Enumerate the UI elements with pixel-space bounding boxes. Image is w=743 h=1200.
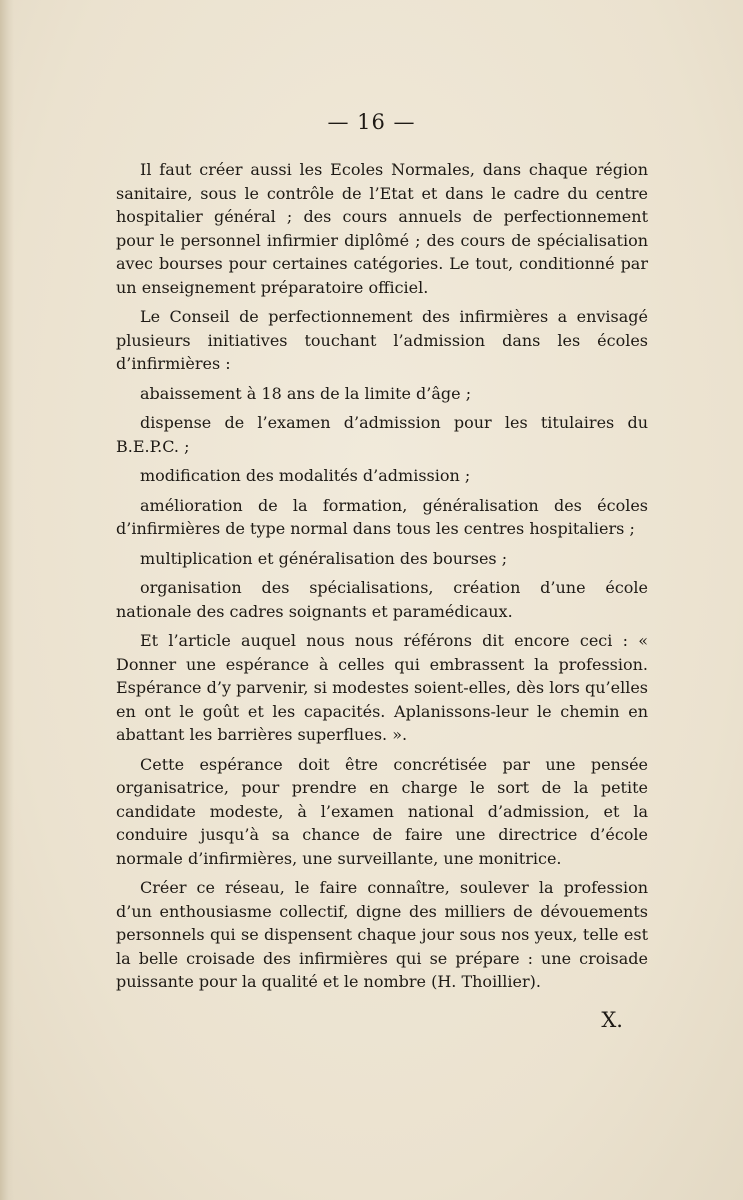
paragraph-article-quote: Et l’article auquel nous nous référons dit encore ceci : « Donner une espérance à celles qui embrassent la profession. Espérance d’y parvenir, si modestes soient-elles, dès lors qu’elles en ont le goût et les capacités. Aplanissons-leur le chemin en abattant les barrières superflues. ». bbox=[116, 631, 648, 744]
list-item: organisation des spécialisations, création d’une école nationale des cadres soignants et paramédicaux. bbox=[116, 578, 648, 621]
list-item: modification des modalités d’admission ; bbox=[140, 466, 471, 485]
list-item: amélioration de la formation, généralisation des écoles d’infirmières de type normal dans tous les centres hospitaliers ; bbox=[116, 495, 648, 538]
list-item: dispense de l’examen d’admission pour les titulaires du B.E.P.C. ; bbox=[116, 413, 648, 456]
list-item: multiplication et généralisation des bourses ; bbox=[140, 548, 508, 568]
page-number: — 16 — bbox=[327, 110, 416, 134]
author-signature: X. bbox=[601, 1008, 623, 1032]
list-item: abaissement à 18 ans de la limite d’âge ; bbox=[140, 383, 472, 403]
paragraph-croisade: Créer ce réseau, le faire connaître, soulever la profession d’un enthousiasme collectif, digne des milliers de dévouements personnels qui se dispensent chaque jour sous nos yeux, telle est la belle croisade des infirmières qui se prépare : une croisade puissante pour la qualité et le nombre (H. Thoillier). bbox=[116, 878, 648, 991]
paragraph-conseil: Le Conseil de perfectionnement des infirmières a envisagé plusieurs initiatives touchant l’admission dans les écoles d’infirmières : bbox=[116, 307, 648, 373]
body-text bbox=[116, 158, 648, 1000]
paragraph-ecoles-normales: Il faut créer aussi les Ecoles Normales, dans chaque région sanitaire, sous le contrôle de l’Etat et dans le cadre du centre hospitalier général ; des cours annuels de perfectionnement pour le personnel infirmier diplômé ; des cours de spécialisation avec bourses pour certaines catégories. Le tout, conditionné par un enseignement préparatoire officiel. bbox=[116, 160, 648, 297]
paragraph-esperance: Cette espérance doit être concrétisée par une pensée organisatrice, pour prendre en charge le sort de la petite candidate modeste, à l’examen national d’admission, et la conduire jusqu’à sa chance de faire une directrice d’école normale d’infirmières, une surveillante, une monitrice. bbox=[116, 754, 648, 868]
page-spine-shadow bbox=[0, 0, 14, 1200]
